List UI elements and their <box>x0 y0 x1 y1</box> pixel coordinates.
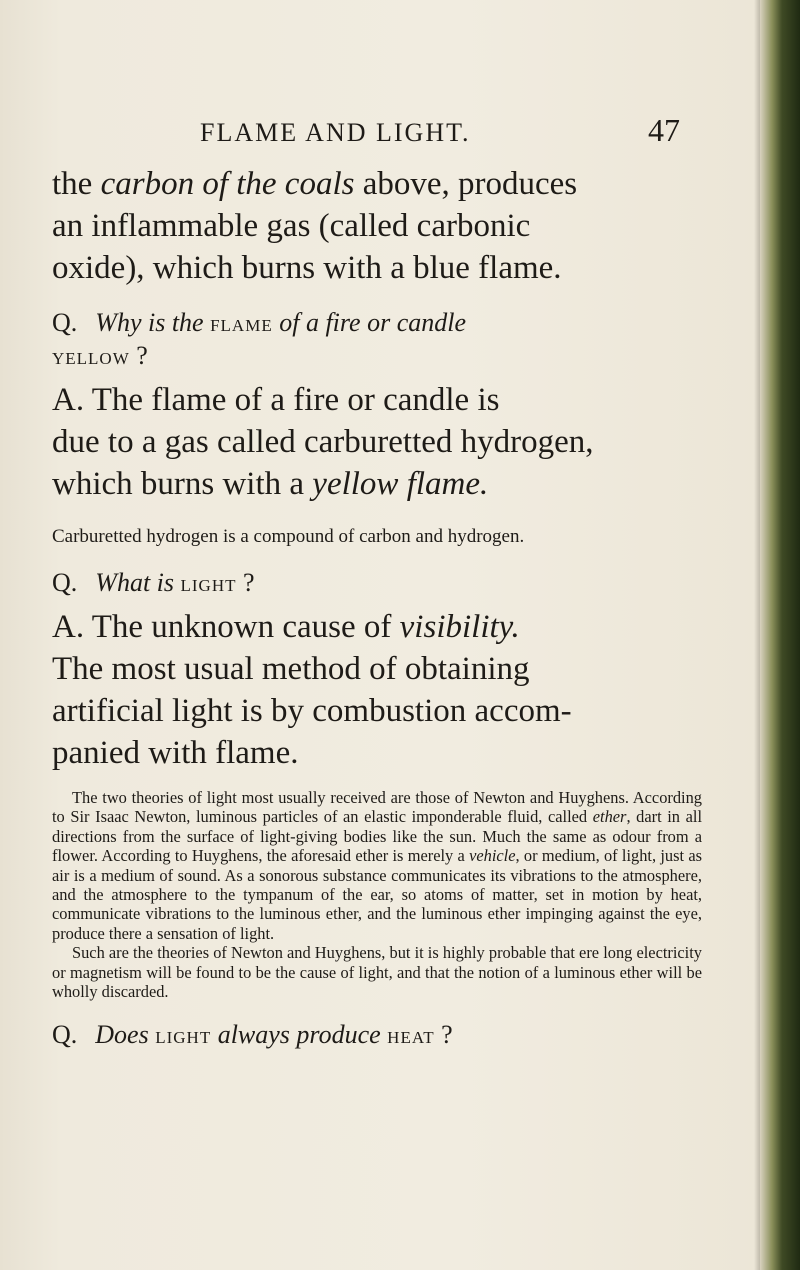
text: oxide), which burns with a blue flame. <box>52 250 562 286</box>
text: The unknown cause of <box>84 609 400 645</box>
italic-text: yellow flame. <box>312 466 489 502</box>
text: The flame of a fire or candle is <box>84 382 500 418</box>
italic-text: visibility. <box>399 609 520 645</box>
small-caps-text: heat <box>387 1023 435 1050</box>
text: , dart in all directions from the surface of light-giving bodies like the sun. Much the same as odour from a flower. According to Huyghens, the aforesaid ether is merely a <box>52 807 702 866</box>
small-caps-text: light <box>155 1023 212 1050</box>
question-label: Q. <box>52 308 78 337</box>
italic-text: carbon of the coals <box>100 166 355 202</box>
text: artificial light is by combustion accom- <box>52 693 572 729</box>
page-number: 47 <box>648 112 680 148</box>
text: panied with flame. <box>52 735 299 771</box>
small-caps-text: yellow <box>52 344 130 370</box>
text: The most usual method of obtaining <box>52 651 530 687</box>
italic-text: vehicle <box>469 846 516 866</box>
question-what-is-light <box>52 567 702 600</box>
text: the <box>52 166 101 202</box>
small-caps-text: light <box>180 571 237 597</box>
italic-text: always produce <box>211 1020 388 1050</box>
text: above, produces <box>354 166 578 202</box>
italic-text: Why is the <box>95 308 211 337</box>
text: which burns with a <box>52 466 313 502</box>
italic-text: Does <box>95 1020 156 1050</box>
text: due to a gas called carburetted hydrogen, <box>52 424 594 460</box>
italic-text: of a fire or candle <box>272 308 467 337</box>
note-carburetted-hydrogen: Carburetted hydrogen is a compound of carbon and hydrogen. <box>52 526 525 547</box>
italic-text: ether <box>592 807 627 827</box>
paragraph-carbon <box>52 163 702 289</box>
text: ? <box>434 1020 453 1050</box>
book-spine <box>760 0 800 1270</box>
small-caps-text: flame <box>210 311 273 337</box>
text: an inflammable gas (called carbonic <box>52 208 531 244</box>
paragraph-electricity: Such are the theories of Newton and Huyghens, but it is highly probable that ere long electricity or magnetism will be found to be the cause of light, and that the notion of a luminous ether will be wholly discarded. <box>52 943 702 1002</box>
page-header <box>200 112 680 152</box>
answer-label: A. <box>52 609 85 645</box>
question-label: Q. <box>52 568 78 597</box>
text: The two theories of light most usually received are those of Newton and Huyghens. According to Sir Isaac Newton, luminous particles of an elastic imponderable fluid, called <box>52 788 702 827</box>
answer-label: A. <box>52 382 85 418</box>
question-light-heat <box>52 1019 702 1052</box>
text: ? <box>236 568 255 597</box>
page-content <box>52 163 702 1058</box>
question-flame-yellow <box>52 307 702 373</box>
text: , or medium, of light, just as air is a medium of sound. As a sonorous substance communicates its vibrations to the atmosphere, and the atmosphere to the tympanum of the ear, so atoms of matter, set in motion by heat, communicate vibrations to the luminous ether, and the luminous ether impinging against the eye, produce there a sensation of light. <box>52 846 702 943</box>
answer-what-is-light <box>52 606 702 774</box>
running-title: FLAME AND LIGHT. <box>200 118 471 147</box>
italic-text: What is <box>95 568 181 597</box>
text: ? <box>129 341 148 370</box>
paragraph-theories <box>52 788 702 943</box>
question-label: Q. <box>52 1020 78 1050</box>
answer-flame-yellow <box>52 379 702 505</box>
